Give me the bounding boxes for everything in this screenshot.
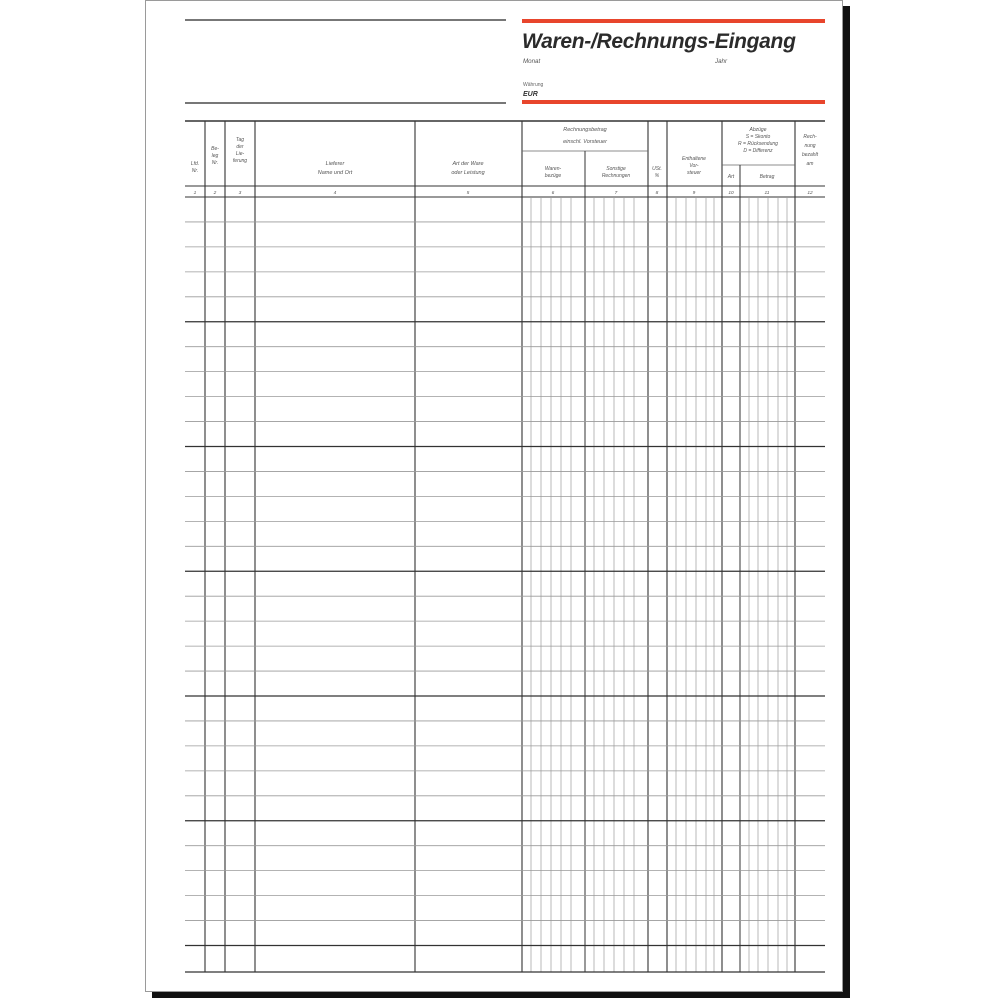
header-col11: Betrag: [759, 174, 775, 180]
currency-label: Währung: [523, 82, 544, 88]
column-number-3: 3: [238, 191, 242, 196]
title-block: [522, 19, 825, 104]
column-number-9: 9: [692, 191, 696, 196]
header-col12-line-2: bezahlt: [801, 152, 819, 158]
header-col9-line-2: steuer: [687, 170, 701, 176]
column-number-4: 4: [333, 191, 337, 196]
header-col10: Art: [727, 174, 735, 180]
header-col5-line-0: Art der Ware: [452, 161, 484, 167]
header-col2-line-2: Nr.: [211, 160, 219, 166]
column-number-8: 8: [655, 191, 659, 196]
header-col9-line-0: Enthaltene: [682, 156, 706, 162]
header-col3-line-2: Lie-: [235, 151, 245, 157]
header-rb-group-line-1: einschl. Vorsteuer: [563, 139, 607, 145]
header-col4-line-0: Lieferer: [325, 161, 345, 167]
ledger-grid: [185, 121, 825, 972]
header-col12-line-0: Rech-: [803, 134, 817, 140]
header-col3-line-0: Tag: [235, 137, 245, 143]
header-abz-group-line-0: Abzüge: [749, 127, 767, 133]
header-col5-line-1: oder Leistung: [451, 170, 485, 176]
header-col3-line-3: ferung: [232, 158, 248, 164]
column-number-5: 5: [466, 191, 470, 196]
currency-value: EUR: [523, 91, 538, 98]
column-number-1: 1: [193, 191, 197, 196]
header-col1-line-1: Nr.: [191, 168, 199, 174]
form-title: Waren-/Rechnungs-Eingang: [522, 30, 796, 53]
column-number-7: 7: [614, 191, 618, 196]
title-accent-bar-bottom: [522, 100, 825, 104]
header-abz-group-line-2: R = Rücksendung: [738, 141, 778, 147]
header-col12-line-3: am: [806, 161, 814, 167]
header-col8-line-1: %: [654, 173, 660, 179]
header-col7-line-0: Sonstige: [606, 166, 626, 172]
header-col6-line-1: bezüge: [544, 173, 562, 179]
header-col1-line-0: Lfd.: [190, 161, 200, 167]
column-number-6: 6: [551, 191, 555, 196]
header-col12-line-1: nung: [804, 143, 816, 149]
year-label: Jahr: [715, 58, 728, 65]
header-rb-group-line-0: Rechnungsbetrag: [563, 127, 607, 133]
column-number-2: 2: [213, 191, 217, 196]
header-col3-line-1: der: [236, 144, 244, 150]
title-accent-bar-top: [522, 19, 825, 23]
column-number-11: 11: [764, 191, 770, 196]
column-number-12: 12: [807, 191, 813, 196]
header-col2-line-1: leg: [211, 153, 219, 159]
header-col6-line-0: Waren-: [544, 166, 562, 172]
header-abz-group-line-3: D = Differenz: [743, 148, 773, 154]
header-abz-group-line-1: S = Skonto: [745, 134, 771, 140]
header-col7-line-1: Rechnungen: [601, 173, 631, 179]
header-col8-line-0: USt.: [652, 166, 662, 172]
header-col9-line-1: Vor-: [689, 163, 699, 169]
month-label: Monat: [523, 58, 541, 65]
column-number-10: 10: [728, 191, 734, 196]
header-col4-line-1: Name und Ort: [317, 170, 353, 176]
header-lines: [185, 20, 506, 103]
header-col2-line-0: Be-: [211, 146, 219, 152]
